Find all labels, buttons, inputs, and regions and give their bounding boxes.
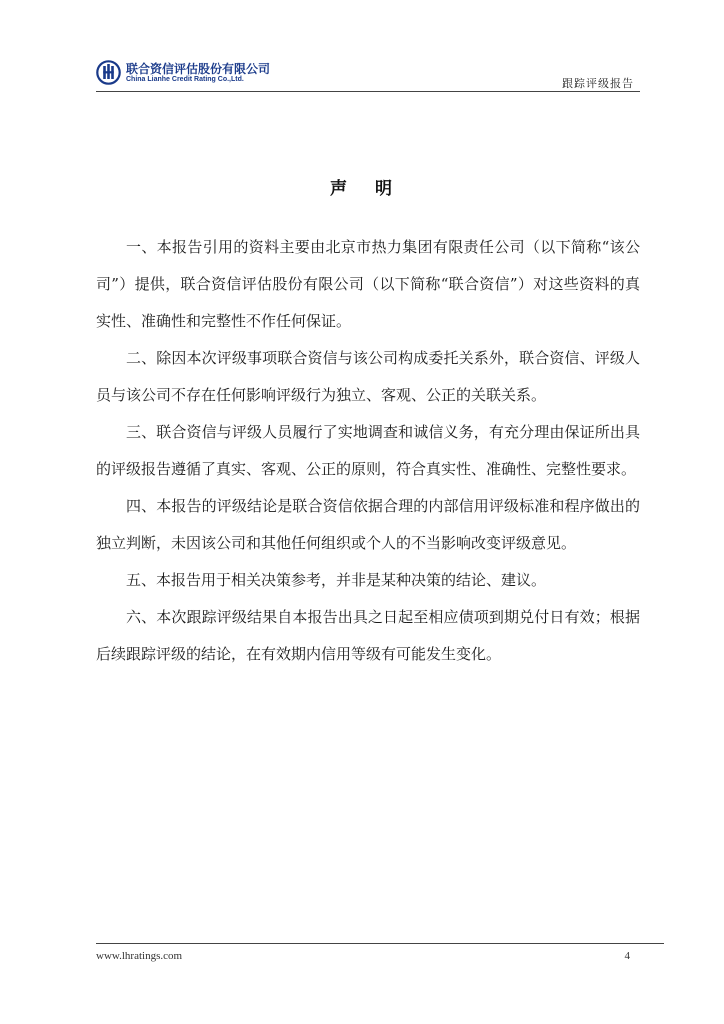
company-name-en: China Lianhe Credit Rating Co.,Ltd.: [126, 76, 244, 83]
title-part-2: 明: [375, 179, 394, 199]
statement-paragraph-5: 五、本报告用于相关决策参考，并非是某种决策的结论、建议。: [126, 571, 547, 589]
statement-paragraph-2: 二、除因本次评级事项联合资信与该公司构成委托关系外，联合资信、评级人员与该公司不存在任何影响评级行为独立、客观、公正的关联关系。: [96, 349, 640, 404]
statement-paragraph-4: 四、本报告的评级结论是联合资信依据合理的内部信用评级标准和程序做出的独立判断，未因该公司和其他任何组织或个人的不当影响改变评级意见。: [96, 497, 640, 552]
page-number: 4: [624, 950, 630, 962]
statement-paragraph-6: 六、本次跟踪评级结果自本报告出具之日起至相应债项到期兑付日有效；根据后续跟踪评级的结论，在有效期内信用等级有可能发生变化。: [96, 608, 640, 663]
footer-divider: [96, 943, 664, 944]
statement-paragraph-3: 三、联合资信与评级人员履行了实地调查和诚信义务，有充分理由保证所出具的评级报告遵循了真实、客观、公正的原则，符合真实性、准确性、完整性要求。: [96, 423, 640, 478]
statement-body: [96, 229, 640, 673]
page-title: [0, 174, 724, 199]
lianhe-logo-icon: [96, 60, 121, 85]
page-header: [96, 56, 640, 92]
statement-paragraph-1: 一、本报告引用的资料主要由北京市热力集团有限责任公司（以下简称“该公司”）提供，联合资信评估股份有限公司（以下简称“联合资信”）对这些资料的真实性、准确性和完整性不作任何保证。: [96, 238, 640, 330]
report-type-label: 跟踪评级报告: [562, 77, 634, 90]
title-part-1: 声: [330, 179, 349, 199]
company-name-cn: 联合资信评估股份有限公司: [126, 62, 271, 76]
footer-website: www.lhratings.com: [96, 950, 183, 962]
header-divider: [96, 91, 640, 92]
